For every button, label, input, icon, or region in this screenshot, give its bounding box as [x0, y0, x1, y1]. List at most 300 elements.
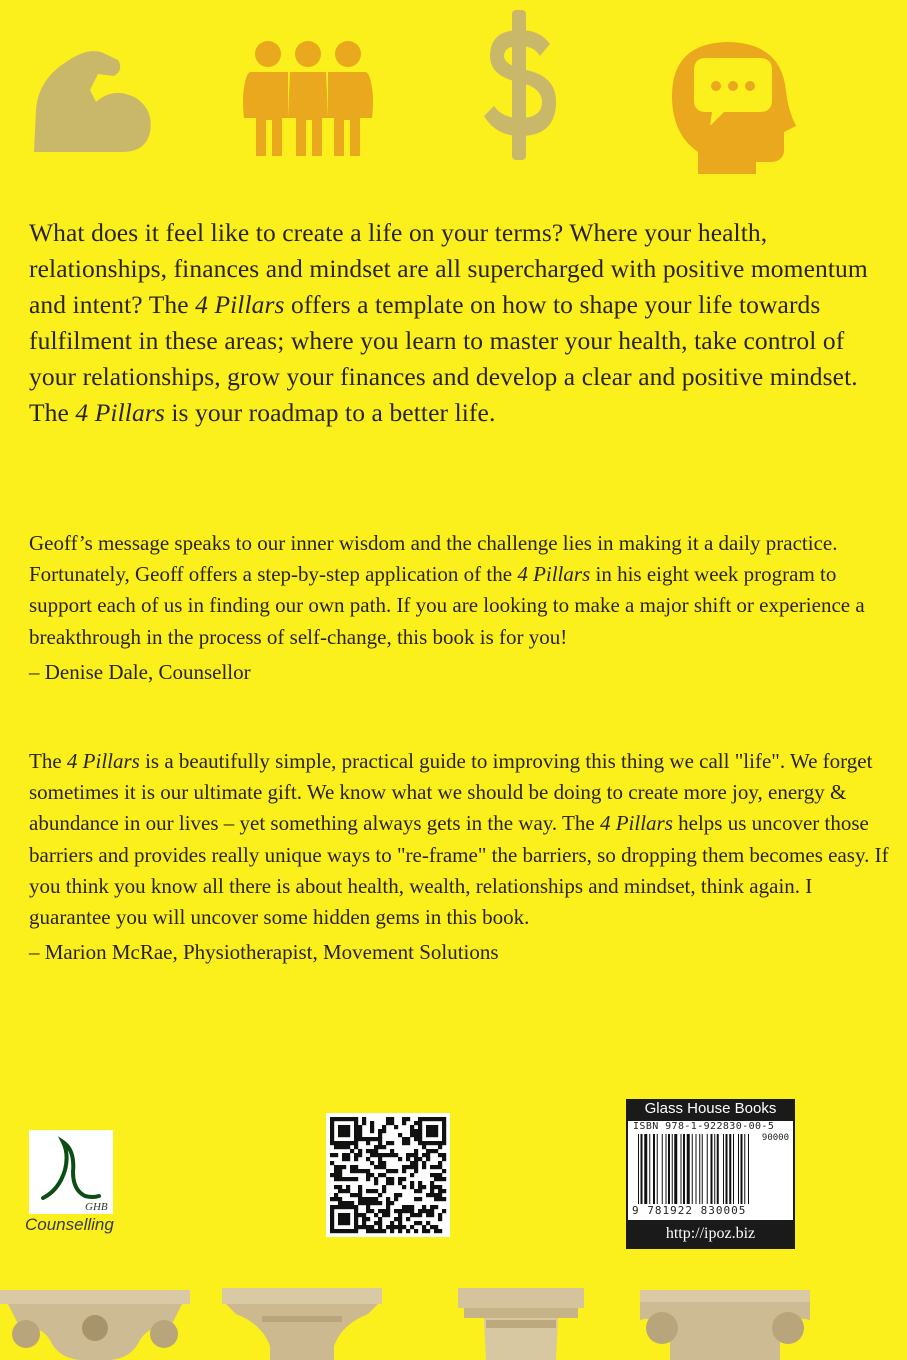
review-marion-mcrae — [29, 746, 889, 968]
qr-module — [406, 1141, 410, 1145]
qr-module — [354, 1225, 358, 1229]
qr-module — [422, 1117, 426, 1121]
qr-module — [358, 1225, 362, 1229]
qr-module — [422, 1229, 426, 1233]
barcode-bar — [672, 1134, 673, 1204]
qr-module — [338, 1197, 342, 1201]
qr-module — [426, 1157, 430, 1161]
qr-module — [414, 1197, 418, 1201]
qr-module — [362, 1225, 366, 1229]
qr-module — [434, 1205, 438, 1209]
qr-module — [382, 1209, 386, 1213]
qr-module — [386, 1181, 390, 1185]
qr-module — [398, 1229, 402, 1233]
qr-module — [438, 1153, 442, 1157]
ghb-logo — [29, 1130, 113, 1214]
qr-module — [350, 1193, 354, 1197]
qr-module — [438, 1217, 442, 1221]
qr-module — [442, 1133, 446, 1137]
qr-module — [414, 1229, 418, 1233]
qr-module — [366, 1169, 370, 1173]
book-title-italic: 4 Pillars — [195, 290, 285, 319]
barcode-bar — [717, 1134, 719, 1204]
qr-module — [374, 1213, 378, 1217]
qr-module — [394, 1153, 398, 1157]
qr-module — [362, 1221, 366, 1225]
qr-module — [370, 1153, 374, 1157]
qr-module — [386, 1205, 390, 1209]
qr-module — [378, 1217, 382, 1221]
pillar-capital-icon — [222, 1284, 382, 1360]
qr-module — [338, 1213, 342, 1217]
flexed-arm-icon — [26, 40, 156, 155]
qr-module — [346, 1185, 350, 1189]
qr-module — [358, 1189, 362, 1193]
qr-module — [354, 1141, 358, 1145]
qr-module — [386, 1209, 390, 1213]
qr-module — [370, 1201, 374, 1205]
qr-module — [354, 1157, 358, 1161]
qr-module — [338, 1117, 342, 1121]
qr-module — [410, 1173, 414, 1177]
qr-module — [366, 1209, 370, 1213]
qr-module — [370, 1161, 374, 1165]
qr-module — [346, 1177, 350, 1181]
qr-module — [378, 1141, 382, 1145]
qr-module — [414, 1221, 418, 1225]
qr-module — [382, 1189, 386, 1193]
qr-module — [338, 1229, 342, 1233]
qr-module — [430, 1225, 434, 1229]
qr-module — [386, 1141, 390, 1145]
qr-module — [430, 1165, 434, 1169]
qr-module — [354, 1125, 358, 1129]
qr-module — [358, 1185, 362, 1189]
qr-module — [394, 1197, 398, 1201]
qr-module — [378, 1165, 382, 1169]
qr-module — [370, 1225, 374, 1229]
qr-module — [366, 1205, 370, 1209]
qr-module — [422, 1225, 426, 1229]
qr-module — [418, 1185, 422, 1189]
qr-module — [346, 1129, 350, 1133]
qr-module — [342, 1145, 346, 1149]
qr-module — [434, 1133, 438, 1137]
qr-module — [354, 1145, 358, 1149]
qr-module — [398, 1217, 402, 1221]
qr-module — [442, 1177, 446, 1181]
qr-module — [418, 1125, 422, 1129]
qr-module — [390, 1121, 394, 1125]
qr-module — [390, 1169, 394, 1173]
qr-module — [390, 1153, 394, 1157]
qr-module — [382, 1129, 386, 1133]
qr-module — [350, 1149, 354, 1153]
qr-module — [386, 1153, 390, 1157]
review-denise-dale — [29, 528, 889, 688]
qr-module — [374, 1153, 378, 1157]
qr-module — [434, 1197, 438, 1201]
qr-module — [362, 1117, 366, 1121]
qr-module — [374, 1149, 378, 1153]
qr-module — [374, 1221, 378, 1225]
qr-module — [342, 1157, 346, 1161]
qr-module — [442, 1157, 446, 1161]
qr-module — [430, 1189, 434, 1193]
qr-module — [386, 1225, 390, 1229]
qr-module — [382, 1165, 386, 1169]
qr-module — [350, 1141, 354, 1145]
qr-module — [374, 1137, 378, 1141]
qr-module — [438, 1145, 442, 1149]
qr-module — [346, 1221, 350, 1225]
qr-module — [434, 1229, 438, 1233]
qr-module — [370, 1209, 374, 1213]
qr-module — [410, 1185, 414, 1189]
qr-module — [346, 1141, 350, 1145]
book-title-italic: 4 Pillars — [517, 562, 591, 587]
qr-module — [434, 1165, 438, 1169]
blurb-text: is your roadmap to a better life. — [164, 398, 496, 427]
qr-module — [418, 1121, 422, 1125]
barcode-bar — [738, 1134, 739, 1204]
qr-module — [386, 1201, 390, 1205]
qr-module — [338, 1169, 342, 1173]
qr-module — [330, 1173, 334, 1177]
qr-module — [334, 1165, 338, 1169]
qr-module — [438, 1197, 442, 1201]
qr-module — [346, 1133, 350, 1137]
barcode-bar — [641, 1134, 643, 1204]
qr-module — [346, 1153, 350, 1157]
qr-module — [334, 1177, 338, 1181]
qr-module — [430, 1209, 434, 1213]
qr-module — [378, 1153, 382, 1157]
qr-module — [390, 1201, 394, 1205]
qr-module — [378, 1145, 382, 1149]
logo-caption: Counselling — [25, 1215, 114, 1234]
qr-module — [330, 1221, 334, 1225]
review-attribution: – Denise Dale, Counsellor — [29, 659, 251, 684]
qr-module — [398, 1177, 402, 1181]
qr-module — [330, 1125, 334, 1129]
qr-module — [342, 1129, 346, 1133]
qr-module — [378, 1229, 382, 1233]
qr-module — [338, 1221, 342, 1225]
qr-module — [378, 1173, 382, 1177]
qr-module — [378, 1193, 382, 1197]
qr-module — [362, 1121, 366, 1125]
qr-module — [426, 1209, 430, 1213]
book-blurb — [29, 215, 889, 431]
barcode-bar — [687, 1134, 690, 1204]
qr-module — [374, 1189, 378, 1193]
qr-module — [330, 1117, 334, 1121]
qr-module — [390, 1117, 394, 1121]
qr-module — [438, 1117, 442, 1121]
qr-module — [342, 1117, 346, 1121]
qr-module — [350, 1169, 354, 1173]
qr-module — [378, 1157, 382, 1161]
qr-module — [374, 1165, 378, 1169]
qr-module — [370, 1149, 374, 1153]
publisher-name: Glass House Books — [644, 1100, 777, 1117]
qr-module — [354, 1209, 358, 1213]
qr-module — [434, 1193, 438, 1197]
qr-module — [354, 1229, 358, 1233]
qr-module — [422, 1145, 426, 1149]
qr-module — [334, 1193, 338, 1197]
qr-module — [442, 1117, 446, 1121]
qr-module — [438, 1213, 442, 1217]
qr-module — [390, 1229, 394, 1233]
qr-module — [354, 1137, 358, 1141]
qr-module — [342, 1153, 346, 1157]
qr-module — [350, 1205, 354, 1209]
qr-module — [370, 1137, 374, 1141]
qr-module — [338, 1129, 342, 1133]
qr-module — [418, 1221, 422, 1225]
qr-module — [362, 1217, 366, 1221]
pillar-capital-icon — [458, 1284, 584, 1360]
qr-module — [366, 1149, 370, 1153]
qr-module — [382, 1173, 386, 1177]
qr-module — [394, 1169, 398, 1173]
qr-module — [338, 1189, 342, 1193]
qr-module — [418, 1137, 422, 1141]
qr-module — [354, 1221, 358, 1225]
qr-module — [414, 1133, 418, 1137]
qr-module — [330, 1229, 334, 1233]
qr-module — [402, 1185, 406, 1189]
barcode-bar — [649, 1134, 650, 1204]
qr-module — [398, 1157, 402, 1161]
qr-module — [410, 1225, 414, 1229]
qr-module — [414, 1137, 418, 1141]
qr-module — [422, 1141, 426, 1145]
qr-module — [374, 1181, 378, 1185]
qr-module — [434, 1141, 438, 1145]
qr-module — [426, 1153, 430, 1157]
qr-module — [342, 1217, 346, 1221]
qr-module — [362, 1137, 366, 1141]
qr-module — [442, 1189, 446, 1193]
qr-code[interactable] — [326, 1113, 450, 1237]
qr-module — [366, 1137, 370, 1141]
qr-module — [394, 1125, 398, 1129]
review-text: Geoff’s message speaks to our inner wisdom and the challenge lies in making it a daily practice. Fortunately, Geoff offers a step-by-step application of the — [29, 531, 838, 587]
qr-module — [402, 1209, 406, 1213]
qr-module — [398, 1133, 402, 1137]
ghb-logo-text: GHB — [85, 1201, 108, 1213]
qr-module — [398, 1181, 402, 1185]
qr-module — [354, 1217, 358, 1221]
qr-module — [414, 1189, 418, 1193]
qr-module — [342, 1201, 346, 1205]
qr-module — [330, 1129, 334, 1133]
qr-module — [358, 1201, 362, 1205]
qr-module — [418, 1189, 422, 1193]
qr-module — [378, 1225, 382, 1229]
qr-module — [418, 1129, 422, 1133]
qr-module — [338, 1173, 342, 1177]
qr-module — [366, 1173, 370, 1177]
qr-module — [414, 1213, 418, 1217]
qr-module — [354, 1169, 358, 1173]
qr-module — [334, 1153, 338, 1157]
barcode-bar — [681, 1134, 682, 1204]
qr-module — [342, 1205, 346, 1209]
qr-module — [438, 1141, 442, 1145]
qr-module — [438, 1229, 442, 1233]
qr-module — [370, 1121, 374, 1125]
head-speech-bubble-icon — [664, 36, 796, 174]
qr-module — [430, 1149, 434, 1153]
qr-module — [414, 1157, 418, 1161]
qr-module — [330, 1205, 334, 1209]
qr-module — [442, 1209, 446, 1213]
qr-module — [330, 1197, 334, 1201]
qr-module — [330, 1121, 334, 1125]
qr-module — [402, 1205, 406, 1209]
qr-module — [414, 1161, 418, 1165]
qr-module — [350, 1165, 354, 1169]
qr-module — [374, 1229, 378, 1233]
qr-module — [410, 1133, 414, 1137]
qr-module — [350, 1201, 354, 1205]
qr-module — [370, 1129, 374, 1133]
qr-module — [354, 1117, 358, 1121]
qr-module — [346, 1217, 350, 1221]
qr-module — [406, 1153, 410, 1157]
qr-module — [338, 1133, 342, 1137]
qr-module — [342, 1177, 346, 1181]
qr-module — [382, 1145, 386, 1149]
qr-module — [398, 1225, 402, 1229]
barcode-bar — [699, 1134, 700, 1204]
qr-module — [338, 1185, 342, 1189]
qr-module — [430, 1125, 434, 1129]
publisher-url[interactable]: http://ipoz.biz — [665, 1225, 756, 1242]
book-title-italic: 4 Pillars — [66, 749, 140, 773]
barcode-bar — [674, 1134, 677, 1204]
qr-module — [438, 1173, 442, 1177]
qr-module — [354, 1177, 358, 1181]
qr-module — [430, 1185, 434, 1189]
qr-module — [342, 1189, 346, 1193]
qr-module — [338, 1141, 342, 1145]
qr-module — [438, 1185, 442, 1189]
qr-module — [358, 1193, 362, 1197]
qr-module — [442, 1137, 446, 1141]
barcode-bar — [733, 1134, 734, 1204]
qr-module — [386, 1117, 390, 1121]
qr-module — [362, 1169, 366, 1173]
qr-module — [370, 1229, 374, 1233]
qr-module — [366, 1141, 370, 1145]
qr-module — [362, 1213, 366, 1217]
qr-module — [334, 1141, 338, 1145]
qr-module — [330, 1133, 334, 1137]
qr-module — [426, 1193, 430, 1197]
qr-module — [362, 1197, 366, 1201]
qr-module — [382, 1185, 386, 1189]
qr-module — [430, 1205, 434, 1209]
qr-module — [354, 1133, 358, 1137]
qr-module — [422, 1185, 426, 1189]
qr-module — [410, 1129, 414, 1133]
qr-module — [426, 1229, 430, 1233]
blurb-text: What does it feel like to create a life on your terms? Where your health, relationships, finances and mindset are all supercharged with positive momentum and intent? The — [29, 218, 868, 319]
review-attribution: – Marion McRae, Physiotherapist, Movement Solutions — [29, 940, 499, 965]
qr-module — [422, 1205, 426, 1209]
blurb-text: offers a template on how to shape your life towards fulfilment in these areas; where you learn to master your health, take control of your relationships, grow your finances and develop a clear and positive mindset. The — [29, 290, 858, 427]
qr-module — [358, 1137, 362, 1141]
qr-module — [394, 1209, 398, 1213]
barcode-bar — [638, 1134, 639, 1204]
qr-module — [366, 1229, 370, 1233]
qr-module — [342, 1133, 346, 1137]
qr-module — [402, 1169, 406, 1173]
qr-module — [338, 1217, 342, 1221]
qr-module — [422, 1165, 426, 1169]
qr-module — [354, 1205, 358, 1209]
qr-module — [334, 1197, 338, 1201]
qr-module — [406, 1205, 410, 1209]
book-title-italic: 4 Pillars — [599, 811, 673, 836]
qr-module — [374, 1201, 378, 1205]
three-people-icon — [238, 38, 378, 158]
qr-module — [346, 1125, 350, 1129]
isbn-barcode-block — [626, 1099, 795, 1249]
qr-module — [366, 1225, 370, 1229]
qr-module — [406, 1117, 410, 1121]
qr-module — [430, 1141, 434, 1145]
qr-module — [378, 1161, 382, 1165]
book-title-italic: 4 Pillars — [75, 398, 165, 427]
qr-module — [418, 1141, 422, 1145]
qr-module — [398, 1221, 402, 1225]
qr-module — [330, 1225, 334, 1229]
ghb-logo-mark — [29, 1130, 113, 1214]
qr-module — [338, 1165, 342, 1169]
qr-module — [378, 1221, 382, 1225]
qr-module — [330, 1217, 334, 1221]
qr-module — [410, 1209, 414, 1213]
qr-module — [358, 1133, 362, 1137]
qr-module — [414, 1121, 418, 1125]
qr-module — [330, 1137, 334, 1141]
qr-module — [390, 1221, 394, 1225]
qr-module — [426, 1149, 430, 1153]
qr-module — [338, 1205, 342, 1209]
qr-module — [402, 1225, 406, 1229]
qr-module — [434, 1225, 438, 1229]
qr-module — [398, 1213, 402, 1217]
qr-module — [394, 1193, 398, 1197]
qr-module — [434, 1185, 438, 1189]
barcode-bar — [653, 1134, 655, 1204]
qr-module — [442, 1129, 446, 1133]
qr-module — [334, 1117, 338, 1121]
qr-module — [334, 1185, 338, 1189]
qr-module — [430, 1133, 434, 1137]
qr-module — [354, 1129, 358, 1133]
qr-module — [418, 1157, 422, 1161]
barcode-digits: 9 781922 830005 — [632, 1204, 747, 1217]
qr-module — [418, 1209, 422, 1213]
qr-module — [370, 1125, 374, 1129]
